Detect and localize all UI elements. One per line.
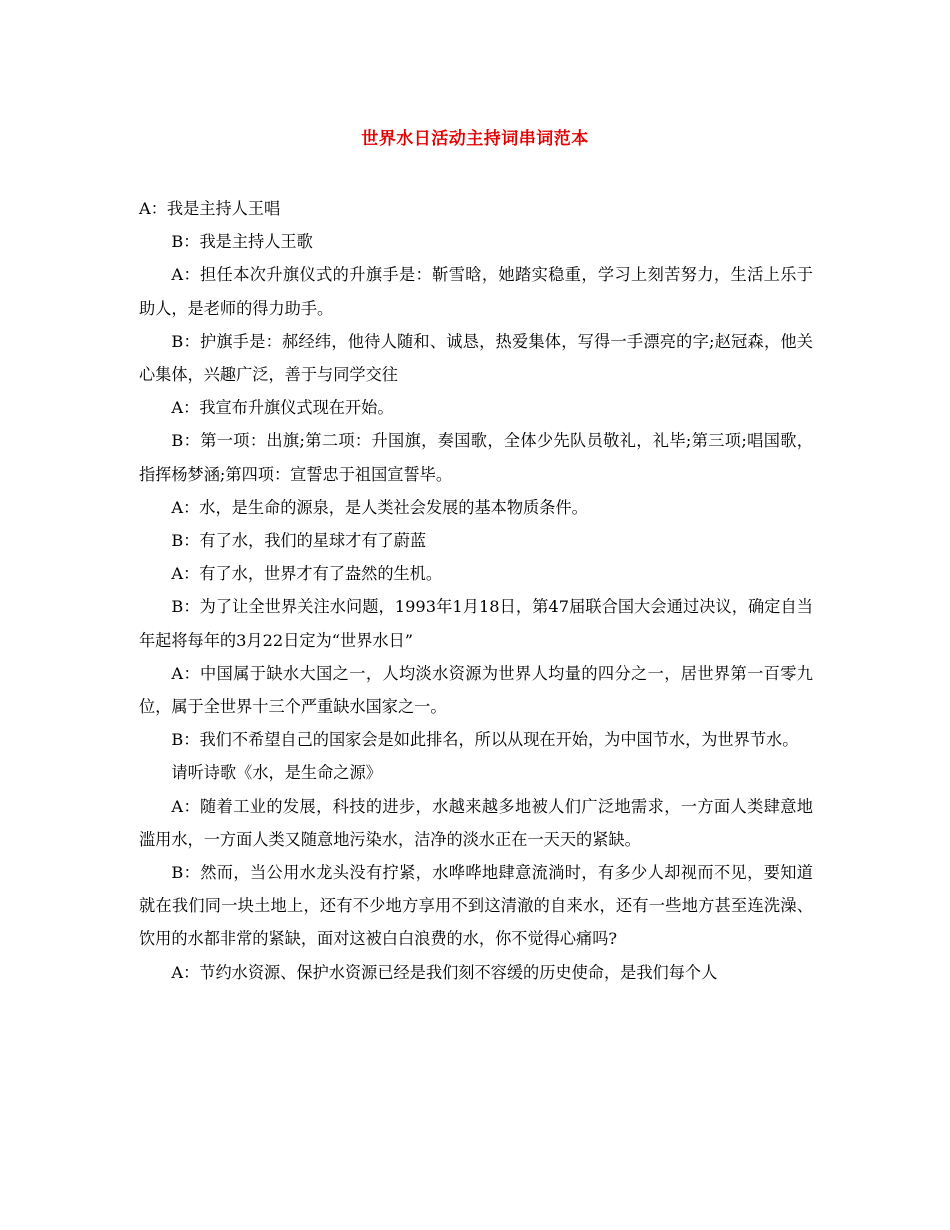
- document-title: 世界水日活动主持词串词范本: [361, 129, 589, 149]
- paragraph-faucet: B：然而，当公用水龙头没有拧紧，水哗哗地肆意流淌时，有多少人却视而不见，要知道就在我们同一块土地上，还有不少地方享用不到这清澈的自来水，还有一些地方甚至连洗澡、饮用的水都非常的紧缺，面对这被白白浪费的水，你不觉得心痛吗?: [139, 863, 813, 949]
- paragraph-water-source: A：水，是生命的源泉，是人类社会发展的基本物质条件。: [171, 497, 588, 517]
- paragraph-blue-planet: B：有了水，我们的星球才有了蔚蓝: [171, 531, 427, 551]
- paragraph-poem-intro: 请听诗歌《水，是生命之源》: [171, 763, 382, 783]
- paragraph-mission: A：节约水资源、保护水资源已经是我们刻不容缓的历史使命，是我们每个人: [171, 962, 718, 982]
- paragraph-host-b-intro: B：我是主持人王歌: [171, 232, 313, 252]
- paragraph-ceremony-start: A：我宣布升旗仪式现在开始。: [171, 398, 394, 418]
- paragraph-host-a-intro: A：我是主持人王唱: [139, 199, 281, 218]
- document-body: [139, 192, 813, 989]
- paragraph-ceremony-steps: B：第一项：出旗;第二项：升国旗，奏国歌，全体少先队员敬礼，礼毕;第三项;唱国歌，指挥杨梦涵;第四项：宣誓忠于祖国宣誓毕。: [139, 431, 813, 484]
- paragraph-flag-guards: B：护旗手是：郝经纬，他待人随和、诚恳，热爱集体，写得一手漂亮的字;赵冠森，他关心集体，兴趣广泛，善于与同学交往: [139, 331, 813, 385]
- paragraph-world-water-day: B：为了让全世界关注水问题，1993年1月18日，第47届联合国大会通过决议，确定自当年起将每年的3月22日定为“世界水日”: [139, 597, 813, 650]
- paragraph-china-shortage: A：中国属于缺水大国之一，人均淡水资源为世界人均量的四分之一，居世界第一百零九位，属于全世界十三个严重缺水国家之一。: [139, 663, 813, 717]
- paragraph-vitality: A：有了水，世界才有了盎然的生机。: [171, 564, 443, 584]
- paragraph-industry: A：随着工业的发展，科技的进步，水越来越多地被人们广泛地需求，一方面人类肆意地滥用水，一方面人类又随意地污染水，洁净的淡水正在一天天的紧缺。: [139, 796, 813, 849]
- paragraph-flag-raiser: A：担任本次升旗仪式的升旗手是：靳雪晗，她踏实稳重，学习上刻苦努力，生活上乐于助人，是老师的得力助手。: [139, 265, 813, 318]
- paragraph-save-water: B：我们不希望自己的国家会是如此排名，所以从现在开始，为中国节水，为世界节水。: [171, 730, 799, 750]
